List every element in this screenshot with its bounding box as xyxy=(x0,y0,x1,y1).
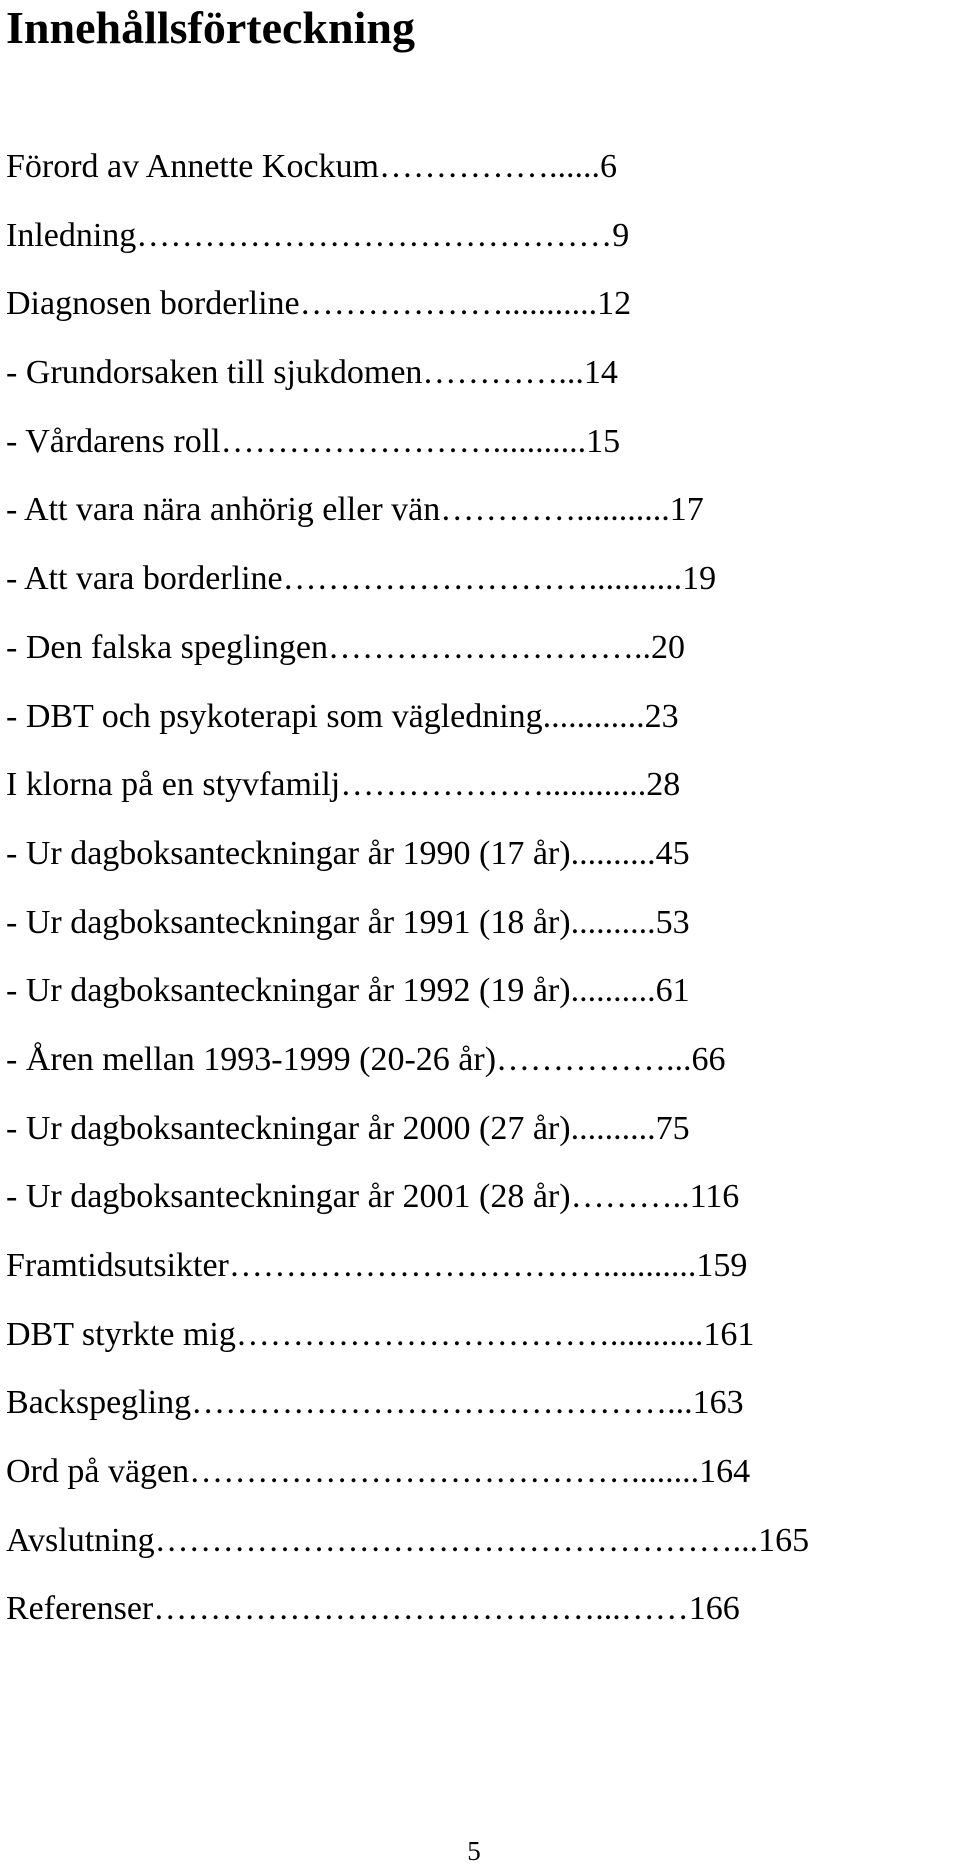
table-of-contents xyxy=(6,150,954,1661)
toc-entry xyxy=(6,216,954,288)
toc-entry-text: - Ur dagboksanteckningar år 1992 (19 år)..........61 xyxy=(6,972,690,1010)
toc-entry xyxy=(6,903,954,975)
toc-entry xyxy=(6,1455,954,1524)
page-number: 5 xyxy=(467,1836,481,1866)
toc-entry-text: Backspegling……………………………………...163 xyxy=(6,1384,744,1422)
toc-entry xyxy=(6,1040,954,1112)
toc-entry-text: - Att vara nära anhörig eller vän…………...........17 xyxy=(6,491,704,529)
toc-entry-text: - DBT och psykoterapi som vägledning............23 xyxy=(6,697,679,735)
toc-entry xyxy=(6,1109,954,1181)
toc-entry-text: - Åren mellan 1993-1999 (20-26 år)……………...66 xyxy=(6,1040,726,1078)
toc-entry-text: - Ur dagboksanteckningar år 2000 (27 år)..........75 xyxy=(6,1109,690,1147)
toc-entry xyxy=(6,1180,954,1249)
toc-entry-text: Inledning……………………………………9 xyxy=(6,216,630,254)
toc-entry-text: Diagnosen borderline………………...........12 xyxy=(6,285,632,323)
toc-entry xyxy=(6,834,954,906)
toc-entry-text: - Ur dagboksanteckningar år 2001 (28 år)………..116 xyxy=(6,1178,740,1216)
toc-entry xyxy=(6,493,954,562)
toc-entry xyxy=(6,356,954,425)
toc-entry xyxy=(6,1592,954,1661)
toc-entry-text: DBT styrkte mig……………………………...........161 xyxy=(6,1315,755,1353)
toc-entry-text: Framtidsutsikter……………………………...........159 xyxy=(6,1247,748,1284)
toc-entry xyxy=(6,1386,954,1455)
toc-entry-text: Ord på vägen…………………………………........164 xyxy=(6,1453,751,1491)
toc-entry-text: I klorna på en styvfamilj………………............28 xyxy=(6,766,681,804)
toc-entry-text: - Vårdarens roll……………………...........15 xyxy=(6,422,621,460)
toc-entry xyxy=(6,1249,954,1318)
toc-entry-text: - Den falska speglingen………………………..20 xyxy=(6,628,685,666)
toc-entry xyxy=(6,697,954,769)
toc-entry-text: - Grundorsaken till sjukdomen…………...14 xyxy=(6,354,618,392)
toc-entry xyxy=(6,287,954,356)
toc-entry xyxy=(6,628,954,700)
toc-entry-text: Förord av Annette Kockum……………......6 xyxy=(6,148,617,185)
toc-entry xyxy=(6,562,954,631)
toc-entry-text: - Att vara borderline………………………...........19 xyxy=(6,560,717,598)
toc-entry-text: Avslutning……………………………………………...165 xyxy=(6,1521,810,1559)
page-title: Innehållsförteckning xyxy=(6,2,415,53)
toc-entry-text: - Ur dagboksanteckningar år 1991 (18 år)..........53 xyxy=(6,903,690,941)
toc-entry xyxy=(6,768,954,837)
toc-entry xyxy=(6,150,954,219)
toc-entry-text: Referenser…………………………………...……166 xyxy=(6,1590,740,1628)
toc-entry xyxy=(6,1521,954,1593)
toc-entry xyxy=(6,422,954,494)
toc-entry xyxy=(6,1315,954,1387)
toc-entry xyxy=(6,974,954,1043)
toc-entry-text: - Ur dagboksanteckningar år 1990 (17 år)..........45 xyxy=(6,834,690,872)
